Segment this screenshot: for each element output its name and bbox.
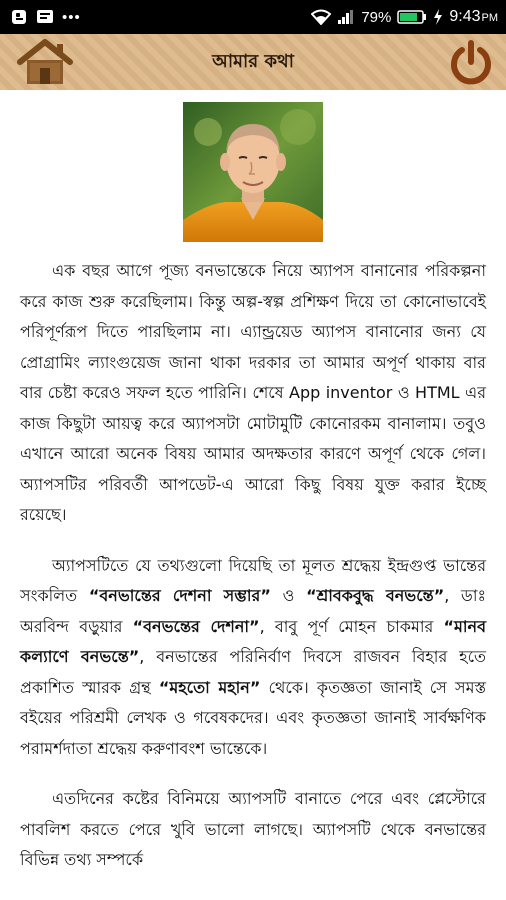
p2-text-4: , বাবু পূর্ণ মোহন চাকমার — [259, 616, 444, 636]
battery-percent: 79% — [361, 8, 392, 26]
status-bar — [0, 0, 506, 34]
clock-ampm: PM — [481, 12, 498, 24]
notification-icon — [10, 8, 28, 26]
book-title-4: “মানব কল্যাণে বনভন্তে” — [20, 616, 486, 666]
power-icon — [448, 40, 494, 86]
author-photo — [183, 102, 323, 242]
signal-icon — [337, 9, 355, 25]
battery-icon — [397, 9, 427, 25]
clock-time: 9:43 — [449, 8, 481, 25]
about-text — [20, 256, 486, 896]
app-header — [0, 34, 506, 90]
more-notifications-icon: ••• — [62, 8, 81, 26]
wifi-icon — [311, 9, 331, 25]
paragraph-1: এক বছর আগে পূজ্য বনভান্তেকে নিয়ে অ্যাপস বানানোর পরিকল্পনা করে কাজ শুরু করেছিলাম। কিন্তু অল্প-স্বল্প প্রশিক্ষণ দিয়ে তা কোনোভাবেই পরিপূর্ণরূপ দিতে পারছিলাম না। এ্যান্ড্রয়েড অ্যাপস বানানোর জন্য যে প্রোগ্রামিং ল্যাংগুয়েজ জানা থাকা দরকার তা আমার অপূর্ণ থাকায় বার বার চেষ্টা করেও সফল হতে পারিনি। শেষে App inventor ও HTML এর কাজ কিছুটা আয়ত্ব করে অ্যাপসটা মোটামুটি কোনোরকম বানালাম। তবুও এখানে আরো অনেক বিষয় আমার অদক্ষতার কারণে অপূর্ণ থেকে গেল। অ্যাপসটির পরিবর্তী আপডেট-এ আরো কিছু বিষয় যুক্ত করার ইচ্ছে রয়েছে। — [20, 261, 486, 524]
page-title: আমার কথা — [212, 50, 294, 72]
book-title-1: “বনভান্তের দেশনা সম্ভার” — [88, 586, 271, 605]
home-button[interactable] — [16, 38, 74, 88]
book-title-5: “মহতো মহান” — [158, 677, 261, 697]
status-right — [311, 8, 498, 26]
book-title-2: “শ্রাবকবুদ্ধ বনভন্তে” — [306, 586, 445, 605]
p2-text-3: , ডাঃ অরবিন্দ বড়ুয়ার — [20, 586, 486, 636]
p2-text-6: থেকে। কৃতজ্ঞতা জানাই সে সমস্ত বইয়ের পরিশ্রমী লেখক ও গবেষকদের। এবং কৃতজ্ঞতা জানাই সার্বক্ষণিক পরামর্শদাতা শ্রদ্ধেয় করুণাবংশ ভান্তেকে। — [20, 677, 486, 758]
p2-text-1: অ্যাপসটিতে যে তথ্যগুলো দিয়েছি তা মূলত শ্রদ্ধেয় ইন্দ্রগুপ্ত ভান্তের সংকলিত — [20, 555, 486, 605]
status-left — [10, 8, 81, 26]
p2-text-5: , বনভান্তের পরিনির্বাণ দিবসে রাজবন বিহার হতে প্রকাশিত স্মারক গ্রন্থ — [20, 647, 487, 697]
content-area[interactable] — [0, 90, 506, 900]
exit-button[interactable] — [448, 40, 494, 86]
clock — [449, 8, 498, 26]
paragraph-2 — [20, 551, 486, 765]
message-icon — [36, 8, 54, 26]
paragraph-3: এতদিনের কষ্টের বিনিময়ে অ্যাপসটি বানাতে পেরে এবং প্লেস্টোরে পাবলিশ করতে পেরে খুবি ভালো লাগছে। অ্যাপসটি থেকে বনভান্তের বিভিন্ন তথ্য সম্পর্কে — [20, 789, 486, 869]
home-icon — [16, 38, 74, 88]
book-title-3: “বনভন্তের দেশনা” — [132, 616, 260, 636]
p2-text-2: ও — [270, 586, 307, 605]
charging-icon — [433, 9, 443, 25]
